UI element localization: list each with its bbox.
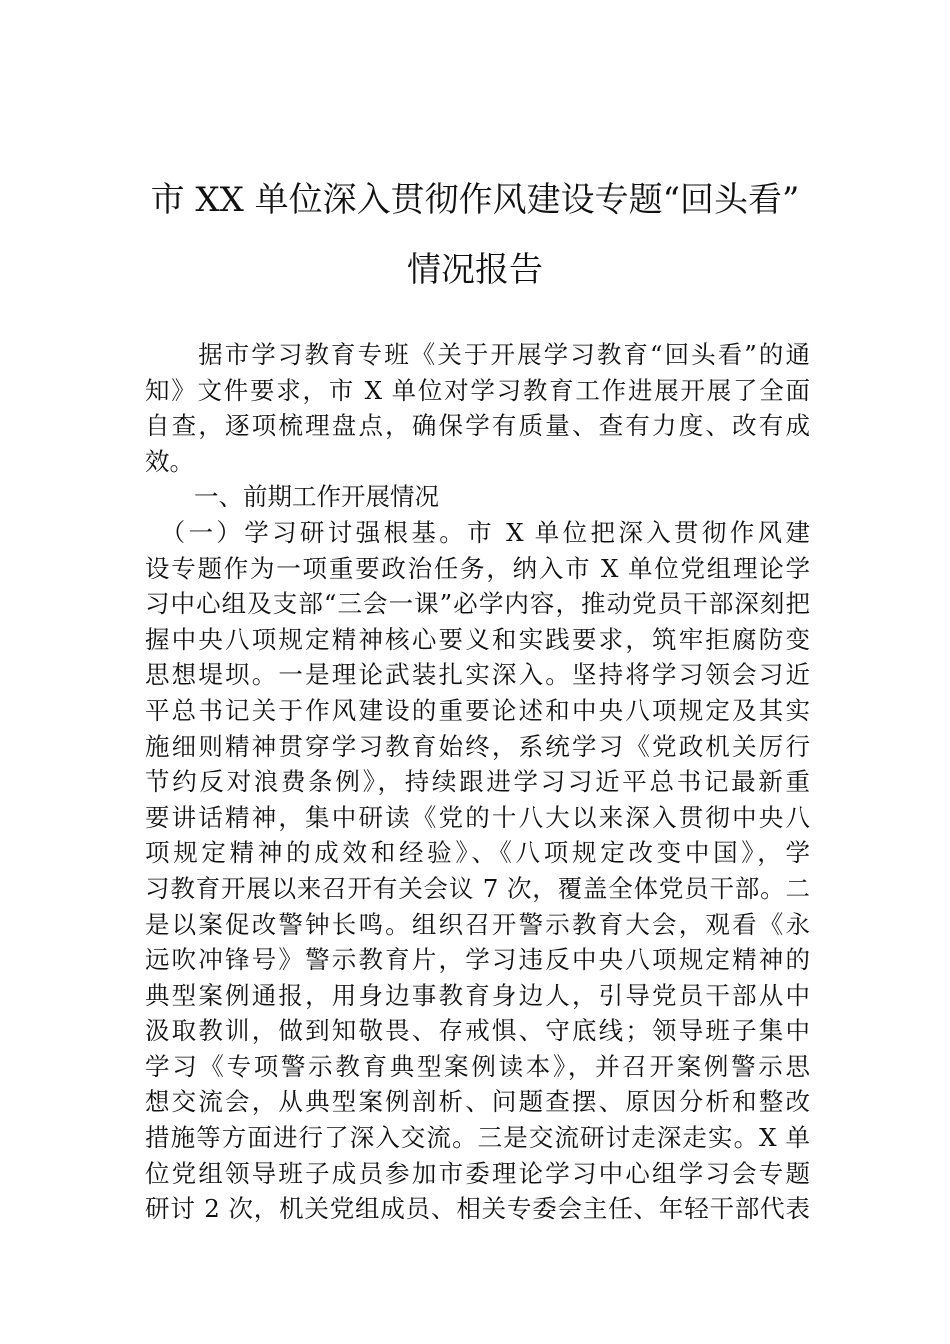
body-line: 学习《专项警示教育典型案例读本》，并召开案例警示思: [145, 1051, 810, 1081]
body-line: 据市学习教育专班《关于开展学习教育“回头看”的通: [145, 340, 810, 369]
body-line: 知》文件要求，市 X 单位对学习教育工作进展开展了全面: [145, 375, 810, 405]
body-line: 措施等方面进行了深入交流。三是交流研讨走深走实。X 单: [145, 1123, 810, 1153]
document-body: [145, 337, 810, 1227]
body-line: 平总书记关于作风建设的重要论述和中央八项规定及其实: [145, 695, 810, 725]
body-line: 位党组领导班子成员参加市委理论学习中心组学习会专题: [145, 1158, 810, 1188]
body-line: 项规定精神的成效和经验》、《八项规定改变中国》，学: [145, 838, 810, 868]
body-line: 汲取教训，做到知敬畏、存戒惧、守底线；领导班子集中: [145, 1016, 810, 1046]
body-line: 要讲话精神，集中研读《党的十八大以来深入贯彻中央八: [145, 802, 810, 832]
body-line: 研讨 2 次，机关党组成员、相关专委会主任、年轻干部代表: [145, 1194, 810, 1224]
body-line: 思想堤坝。一是理论武装扎实深入。坚持将学习领会习近: [145, 660, 810, 690]
body-line: 设专题作为一项重要政治任务，纳入市 X 单位党组理论学: [145, 553, 810, 583]
body-line: 效。: [145, 446, 194, 476]
body-line: 习中心组及支部“三会一课”必学内容，推动党员干部深刻把: [145, 589, 810, 619]
body-line: （一）学习研讨强根基。市 X 单位把深入贯彻作风建: [145, 517, 810, 547]
body-line: 习教育开展以来召开有关会议 7 次，覆盖全体党员干部。二: [145, 873, 810, 903]
body-line: 远吹冲锋号》警示教育片，学习违反中央八项规定精神的: [145, 945, 810, 975]
body-line: 典型案例通报，用身边事教育身边人，引导党员干部从中: [145, 980, 810, 1010]
body-line: 节约反对浪费条例》，持续跟进学习习近平总书记最新重: [145, 767, 810, 797]
body-line: 自查，逐项梳理盘点，确保学有质量、查有力度、改有成: [145, 411, 810, 441]
document-title-line-1: 市 XX 单位深入贯彻作风建设专题“回头看”: [150, 180, 800, 220]
body-line: 是以案促改警钟长鸣。组织召开警示教育大会，观看《永: [145, 909, 810, 939]
body-line: 施细则精神贯穿学习教育始终，系统学习《党政机关厉行: [145, 731, 810, 761]
section-heading: 一、前期工作开展情况: [145, 482, 439, 512]
body-line: 握中央八项规定精神核心要义和实践要求，筑牢拒腐防变: [145, 624, 810, 654]
body-line: 想交流会，从典型案例剖析、问题查摆、原因分析和整改: [145, 1087, 810, 1117]
document-title-line-2: 情况报告: [407, 250, 543, 290]
